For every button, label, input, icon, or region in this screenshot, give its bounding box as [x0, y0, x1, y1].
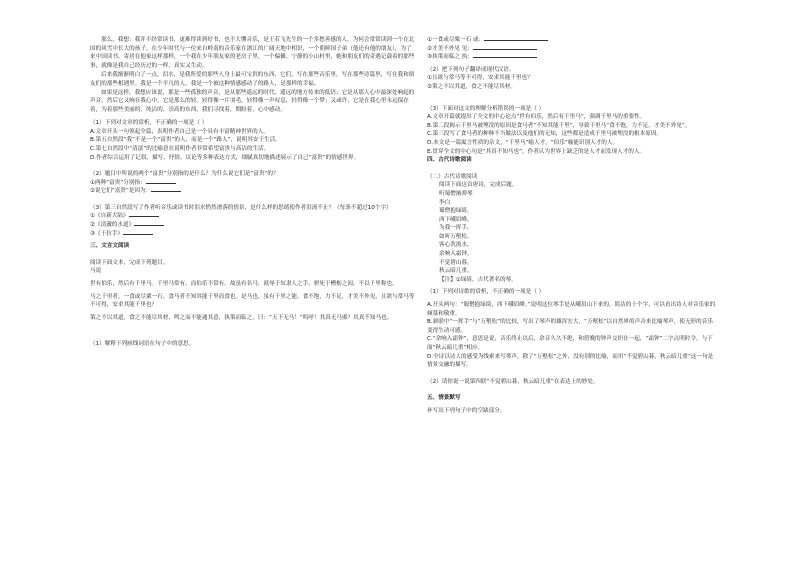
classical-paragraph: 马之千里者，一食或尽粟一石。食马者不知其能千里而食也。是马也，虽有千里之能，食不饱，力不足，才美不外见，且欲与常马等不可得，安求其能千里也？: [90, 293, 415, 309]
poem-line: 蜀僧抱绿绮，: [439, 208, 473, 215]
answer-option[interactable]: C.第三段写了食马者的种种不当做法以及他们的无知，这些都是造成千里马被埋没的根本原因。: [427, 131, 663, 138]
answer-option[interactable]: B.第二段揭示千里马被埋没的原因是食马者“不知其能千里”，导致千里马“食不饱，力不足，才美不外见”。: [427, 122, 691, 129]
answer-option[interactable]: A.文章开头一句领起全篇，表明作者自己是一个具有丰富精神世界的人。: [90, 128, 269, 135]
answer-option[interactable]: B.第五自然段“我”不是一个“富贵”的人，而是一个“路人”，说明其安于生活。: [90, 137, 281, 144]
answer-blank[interactable]: [151, 191, 181, 192]
poem-line: 余响入霜钟。: [439, 251, 473, 258]
answer-line: [90, 187, 416, 196]
answer-blank[interactable]: [123, 234, 153, 235]
answer-blank[interactable]: [473, 49, 537, 50]
answer-blank[interactable]: [134, 225, 164, 226]
answer-line: [90, 230, 416, 239]
poem-line: 如听万壑松。: [439, 233, 473, 240]
poem-title: 听蜀僧濬弹琴: [439, 190, 473, 197]
question-title: （2）请你说一说第四联“不觉碧山暮，秋云暗几重”在表达上的妙处。: [427, 378, 599, 385]
answer-option[interactable]: D.作者综合运用了记叙、描写、抒情、议论等多种表达方式，细腻真切地描述展示了自己“富贵”的情感世界。: [90, 154, 360, 161]
answer-blank[interactable]: [146, 183, 176, 184]
translation-item: ②策之不以其道，食之不能尽其材。: [427, 83, 516, 90]
left-column: [90, 36, 416, 349]
section-heading: 五、情景默写: [427, 395, 461, 402]
answer-blank[interactable]: [129, 216, 159, 217]
section-heading: 四、古代诗歌阅读: [427, 157, 472, 164]
answer-prompt: ①一食或尽粟一石 或：: [427, 37, 485, 43]
poem-line: 客心洗流水，: [439, 242, 473, 249]
intro-paragraph: 后来我渐渐明白了一点，泪水，是我所爱的那些人身上最可宝贵的东西，它们，写在那些音乐里，写在那些诗篇里，写在我和朋友们的那些相遇里。我是一个平凡的人，我是一个被这种情感感动了的路人，是那样的幸福。: [90, 71, 415, 87]
answer-prompt: ①两种“富贵”分别指：: [90, 179, 146, 186]
classical-paragraph: 世有伯乐，然后有千里马。千里马常有，而伯乐不常有。故虽有名马，祇辱于奴隶人之手，骈死于槽枥之间，不以千里称也。: [90, 281, 398, 288]
answer-line: [90, 212, 416, 221]
instruction-text: 补写出下列句子中的空缺部分。: [427, 407, 506, 414]
poem-line: 西下峨眉峰。: [439, 216, 473, 223]
answer-prompt: ②才美不外见 见：: [427, 45, 473, 52]
answer-option[interactable]: E.贯穿全文的中心句是“其真不知马也”，作者认为世界上缺乏的是人才而发现人才的人。: [427, 148, 646, 155]
answer-line: [90, 221, 416, 230]
question-title: （2）把下列句子翻译成现代汉语。: [427, 66, 515, 73]
instruction-text: 阅读下面这首唐诗，完成后题。: [439, 182, 518, 189]
question-title: （3）下面对这文的理解分析错误的一项是（ ）: [427, 105, 545, 112]
poem-author: 李白: [439, 199, 451, 206]
answer-option[interactable]: D.全诗以诗人的感受为线索来写琴声，除了“万壑松”之外，没有别的比喻，而用“不觉碧山暮，秋云暗几重”这一句是情景交融的描写。: [427, 353, 714, 369]
answer-prompt: ①《自新大陆》: [90, 213, 129, 220]
question-title: （1）下列对诗歌的赏析，不正确的一项是（ ）: [427, 289, 545, 296]
answer-prompt: ③《于拉手》: [90, 230, 123, 237]
answer-option[interactable]: B.颔联中“一挥手”与“万壑松”的比较，写出了琴声的雄浑宏大，“万壑松”以自然界的声音来比喻琴声，使无形的音乐变得生动可感。: [427, 319, 713, 334]
poem-note: 【注】①绿绮，古代著名的琴。: [439, 276, 517, 283]
classical-paragraph: 策之不以其道，食之不能尽其材，鸣之而不能通其意，执策而临之，曰：“天下无马！”呜呼！其真无马邪？其真不知马也。: [90, 314, 393, 321]
question-title: （1）下列对文章的赏析，不正确的一项是（ ）: [90, 120, 208, 127]
answer-line: [427, 53, 717, 62]
answer-option[interactable]: C.“余响入霜钟”，意思是说，音乐终止以后，余音久久不绝，和傍晚的钟声交织在一起，“霜钟”二字点明时令，与下面“秋云暗几重”相应。: [427, 336, 713, 351]
answer-prompt: ③执策而临之 执：: [427, 54, 473, 61]
poem-line: 秋云暗几重。: [439, 268, 473, 275]
question-title: （1）解释下列画线词语在句子中的意思。: [90, 341, 195, 348]
answer-blank[interactable]: [484, 40, 548, 41]
answer-option[interactable]: A.开头两句：“蜀僧抱绿绮，西下峨眉峰。”说明这位琴手是从峨眉山下来的，简洁的十个字，可以看出诗人对音乐家的倾慕和敬重。: [427, 302, 716, 317]
instruction-text: 阅读下面文本，完成下列题目。: [90, 259, 169, 266]
poem-line: 为我一挥手，: [439, 225, 473, 232]
question-title: （3）第三自然段写了作者听音乐或读书时泪水悄然滑落的情景，是什么样的思绪使作者泪流不止？（每条不超过10个字）: [90, 204, 392, 211]
intro-paragraph: 如果是这样，我想应该说，那是一些孤独的声音，是从那些遥远的时代、遥远的地方传来的低语；它是从那人心中最深处响起的声音，然后它又响在我心中，它是那么的轻，轻得像一片羽毛，轻得像一声叹息，轻得像一个梦；又或许，它是在我心里永远保存着，为着那些美丽的、纯洁的、崇高的东西，我们寻找着，期盼着，心中感动。: [90, 89, 415, 113]
answer-option[interactable]: D.本文是一篇寓言性质的杂文，“千里马”喻人才，“伯乐”喻能识别人才的人。: [427, 139, 619, 146]
translation-item: ①且欲与常马等不可得，安求其能千里也？: [427, 75, 533, 82]
answer-line: [427, 45, 717, 54]
right-column: [427, 36, 717, 416]
poem-line: 不觉碧山暮，: [439, 259, 473, 266]
answer-option[interactable]: A.文章开篇就提出了全文的中心论点“世有伯乐，然后有千里马”，强调千里马的重要性。: [427, 114, 646, 121]
section-heading: 三、文言文阅读: [90, 243, 130, 250]
question-title: （2）题目中所说的两个“富贵”分别指的是什么？为什么说它们是“富贵”的？: [90, 171, 279, 178]
answer-blank[interactable]: [473, 57, 537, 58]
answer-option[interactable]: C.第七自然段中“清淡”的比喻意在说明作者非常希望富贵与高洁的生活。: [90, 145, 270, 152]
intro-paragraph: 那么，我想：我并不经常读书，更难得读到好书，也不大懂音乐，是王若飞先生的一个多愁善感的人，为何会常常读到一个在北国的风雪中长大的孩子，在少年时代与一位来自岭南的音乐家在浙江的广阔天地中相识，一个朝鲜国子弟（他还有他的朋友），为了来中国读书，寄居在他家这样那样，一个我在少年朋友家的老房子里，一个偏僻、宁静的小山村里，她和朋友们的奇遇记载着的那些事，就像是我自己经历过的一样，真实又生动。: [90, 37, 415, 69]
subsection-heading: （二）古代诗歌阅读: [427, 173, 478, 180]
answer-line: [427, 36, 717, 45]
answer-line: [90, 179, 416, 188]
answer-prompt: ②《清澈的水道》: [90, 222, 135, 229]
text-title: 马说: [90, 268, 102, 275]
answer-prompt: ②说它们“富贵”是因为：: [90, 188, 152, 195]
